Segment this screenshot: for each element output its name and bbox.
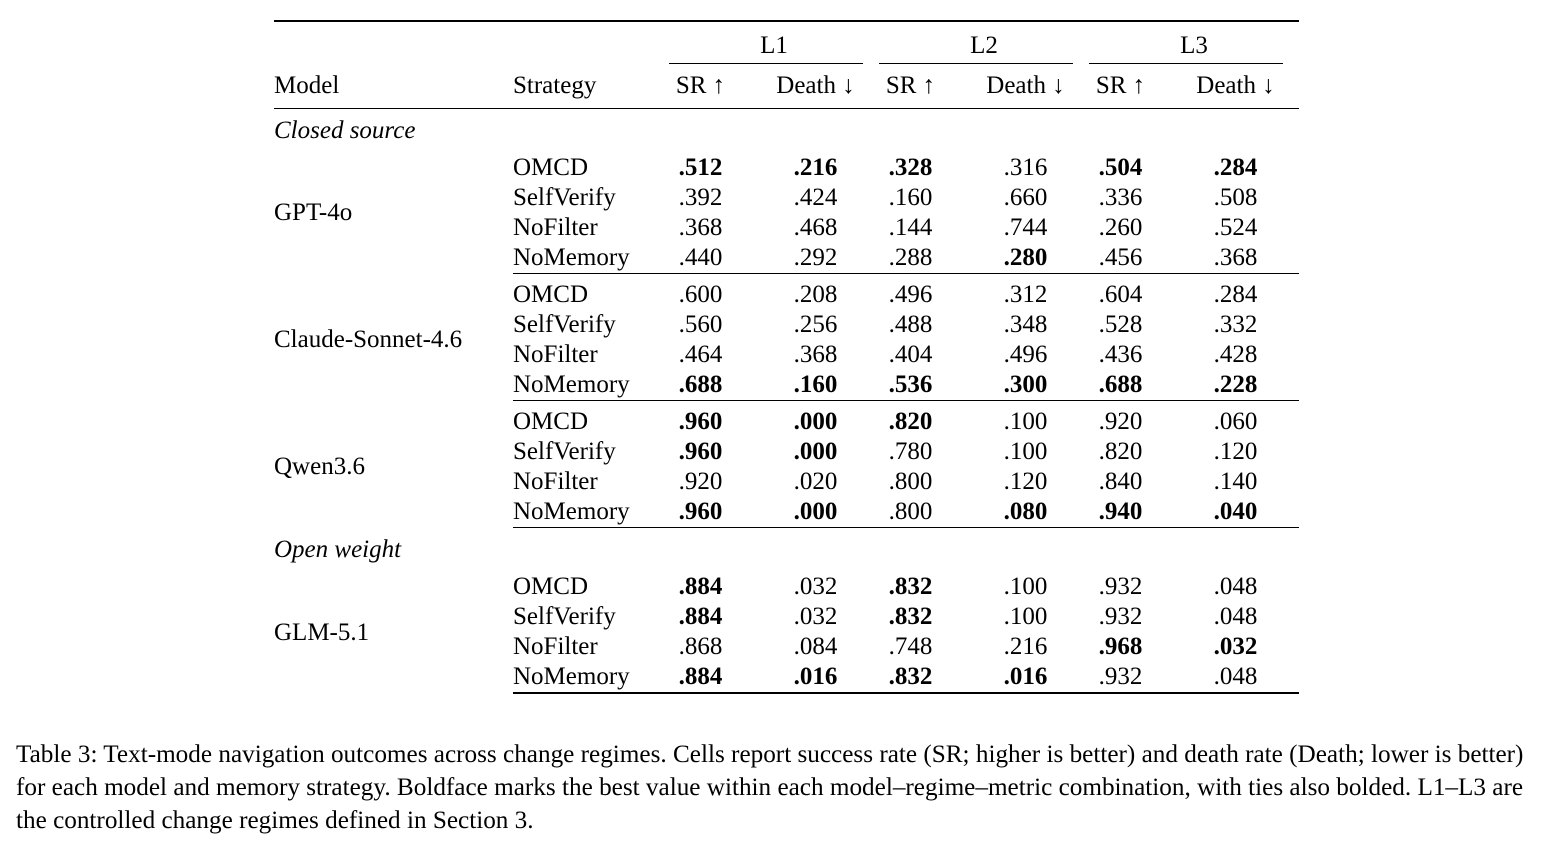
sr-value-cell: .600: [678, 281, 723, 308]
regime-label: L2: [970, 32, 998, 59]
death-value-cell: .348: [1003, 311, 1048, 338]
death-value-cell: .316: [1003, 154, 1048, 181]
sr-value-cell: .800: [879, 497, 962, 528]
death-value-cell: .048: [1213, 603, 1258, 630]
death-value-cell: .160: [752, 370, 879, 401]
sr-value-cell: .504: [1098, 154, 1143, 181]
death-value-cell: .000: [752, 497, 879, 528]
death-value-cell: .524: [1213, 214, 1258, 241]
sr-value-cell: .496: [888, 281, 933, 308]
sr-value-cell: .932: [1098, 603, 1143, 630]
sr-value-cell: .884: [678, 573, 723, 600]
regime-header-l2: [879, 28, 1089, 64]
death-value-cell: .744: [1003, 214, 1048, 241]
regime-header-l3: [1089, 28, 1299, 64]
death-value-cell: .032: [1213, 633, 1258, 660]
table-caption: Table 3: Text-mode navigation outcomes across change regimes. Cells report success rate (SR; higher is better) and death rate (Death; lower is better) for each model and memory strategy. Boldface marks the best value within each model–regime–metric combination, with ties also bolded. L1–L3 are the controlled change regimes defined in Section 3.: [16, 741, 1524, 834]
death-value-cell: .216: [1003, 633, 1048, 660]
sr-column-header: SR ↑: [669, 64, 752, 109]
sr-value-cell: .748: [888, 633, 933, 660]
death-value-cell: .300: [962, 370, 1089, 401]
sr-value-cell: .328: [888, 154, 933, 181]
table-row: [274, 280, 1299, 310]
sr-value-cell: .932: [1098, 573, 1143, 600]
regime-label: L3: [1180, 32, 1208, 59]
top-rule: [274, 21, 1299, 28]
strategy-name: NoFilter: [513, 468, 598, 495]
sr-value-cell: .940: [1089, 497, 1172, 528]
sr-value-cell: .840: [1098, 468, 1143, 495]
sr-value-cell: .604: [1098, 281, 1143, 308]
sr-value-cell: .968: [1098, 633, 1143, 660]
strategy-name: NoFilter: [513, 214, 598, 241]
strategy-name: OMCD: [513, 281, 589, 308]
sr-value-cell: .368: [678, 214, 723, 241]
death-value-cell: .032: [793, 573, 838, 600]
sr-value-cell: .560: [678, 311, 723, 338]
strategy-name: SelfVerify: [513, 184, 616, 211]
death-value-cell: .428: [1213, 341, 1258, 368]
sr-value-cell: .336: [1098, 184, 1143, 211]
results-table-container: [274, 20, 1275, 694]
sr-value-cell: .832: [879, 662, 962, 693]
regime-underline: [879, 63, 1073, 64]
death-value-cell: .048: [1213, 573, 1258, 600]
death-value-cell: .040: [1172, 497, 1299, 528]
strategy-name: NoFilter: [513, 341, 598, 368]
death-value-cell: .100: [1003, 408, 1048, 435]
strategy-name: NoMemory: [513, 662, 669, 693]
model-name: Qwen3.6: [274, 453, 365, 481]
sr-value-cell: .920: [1098, 408, 1143, 435]
strategy-name: OMCD: [513, 408, 589, 435]
death-value-cell: .468: [793, 214, 838, 241]
death-value-cell: .100: [1003, 438, 1048, 465]
regime-header-row: [274, 28, 1299, 64]
death-value-cell: .100: [1003, 603, 1048, 630]
death-value-cell: .060: [1213, 408, 1258, 435]
strategy-name: SelfVerify: [513, 603, 616, 630]
blank-cell: [274, 28, 513, 64]
sr-value-cell: .960: [669, 497, 752, 528]
model-name: Claude-Sonnet-4.6: [274, 326, 463, 354]
sr-value-cell: .440: [669, 243, 752, 274]
table-row: [274, 153, 1299, 183]
regime-header-l1: [669, 28, 879, 64]
death-value-cell: .216: [793, 154, 838, 181]
sr-value-cell: .488: [888, 311, 933, 338]
blank-cell: [513, 28, 669, 64]
sr-value-cell: .436: [1098, 341, 1143, 368]
sr-value-cell: .832: [888, 573, 933, 600]
table-body: [274, 109, 1299, 694]
sr-value-cell: .160: [888, 184, 933, 211]
table-row: [274, 572, 1299, 602]
death-value-cell: .256: [793, 311, 838, 338]
sr-value-cell: .820: [1098, 438, 1143, 465]
death-value-cell: .120: [1213, 438, 1258, 465]
death-value-cell: .508: [1213, 184, 1258, 211]
death-value-cell: .496: [1003, 341, 1048, 368]
sr-value-cell: .932: [1089, 662, 1172, 693]
death-value-cell: .120: [1003, 468, 1048, 495]
death-value-cell: .228: [1172, 370, 1299, 401]
sr-column-header: SR ↑: [1089, 64, 1172, 109]
strategy-name: OMCD: [513, 573, 589, 600]
section-label-row: [274, 528, 1299, 573]
strategy-column-header: Strategy: [513, 64, 669, 109]
table-row: [274, 407, 1299, 437]
sr-value-cell: .884: [678, 603, 723, 630]
section-label: Closed source: [274, 117, 416, 144]
strategy-name: SelfVerify: [513, 438, 616, 465]
sr-value-cell: .144: [888, 214, 933, 241]
sr-value-cell: .260: [1098, 214, 1143, 241]
sr-value-cell: .688: [1089, 370, 1172, 401]
sr-value-cell: .688: [669, 370, 752, 401]
death-value-cell: .048: [1172, 662, 1299, 693]
death-value-cell: .660: [1003, 184, 1048, 211]
sr-value-cell: .868: [678, 633, 723, 660]
strategy-name: NoMemory: [513, 370, 669, 401]
sr-value-cell: .536: [879, 370, 962, 401]
regime-underline: [669, 63, 863, 64]
sr-value-cell: .780: [888, 438, 933, 465]
death-value-cell: .084: [793, 633, 838, 660]
strategy-name: SelfVerify: [513, 311, 616, 338]
sr-column-header: SR ↑: [879, 64, 962, 109]
death-value-cell: .292: [752, 243, 879, 274]
section-label: Open weight: [274, 536, 402, 563]
sr-value-cell: .820: [888, 408, 933, 435]
strategy-name: NoMemory: [513, 497, 669, 528]
death-value-cell: .020: [793, 468, 838, 495]
death-column-header: Death ↓: [1172, 64, 1299, 109]
death-value-cell: .080: [962, 497, 1089, 528]
death-value-cell: .284: [1213, 154, 1258, 181]
death-value-cell: .000: [793, 408, 838, 435]
model-column-header: Model: [274, 64, 513, 109]
sr-value-cell: .832: [888, 603, 933, 630]
death-value-cell: .332: [1213, 311, 1258, 338]
sr-value-cell: .960: [678, 408, 723, 435]
death-value-cell: .280: [962, 243, 1089, 274]
death-value-cell: .368: [793, 341, 838, 368]
death-value-cell: .140: [1213, 468, 1258, 495]
death-value-cell: .208: [793, 281, 838, 308]
strategy-name: NoFilter: [513, 633, 598, 660]
sr-value-cell: .392: [678, 184, 723, 211]
sr-value-cell: .404: [888, 341, 933, 368]
death-value-cell: .424: [793, 184, 838, 211]
results-table: [274, 20, 1299, 694]
death-value-cell: .100: [1003, 573, 1048, 600]
sr-value-cell: .960: [678, 438, 723, 465]
death-value-cell: .312: [1003, 281, 1048, 308]
death-value-cell: .032: [793, 603, 838, 630]
sr-value-cell: .288: [879, 243, 962, 274]
sr-value-cell: .884: [669, 662, 752, 693]
sr-value-cell: .920: [678, 468, 723, 495]
death-column-header: Death ↓: [962, 64, 1089, 109]
model-name: GLM-5.1: [274, 618, 370, 646]
death-value-cell: .016: [752, 662, 879, 693]
death-value-cell: .284: [1213, 281, 1258, 308]
sr-value-cell: .528: [1098, 311, 1143, 338]
regime-underline: [1089, 63, 1283, 64]
column-header-row: [274, 64, 1299, 109]
model-name: GPT-4o: [274, 199, 353, 227]
death-column-header: Death ↓: [752, 64, 879, 109]
sr-value-cell: .456: [1089, 243, 1172, 274]
section-label-row: [274, 109, 1299, 154]
death-value-cell: .016: [962, 662, 1089, 693]
death-value-cell: .368: [1172, 243, 1299, 274]
sr-value-cell: .512: [678, 154, 723, 181]
strategy-name: NoMemory: [513, 243, 669, 274]
regime-label: L1: [760, 32, 788, 59]
sr-value-cell: .800: [888, 468, 933, 495]
strategy-name: OMCD: [513, 154, 589, 181]
death-value-cell: .000: [793, 438, 838, 465]
sr-value-cell: .464: [678, 341, 723, 368]
